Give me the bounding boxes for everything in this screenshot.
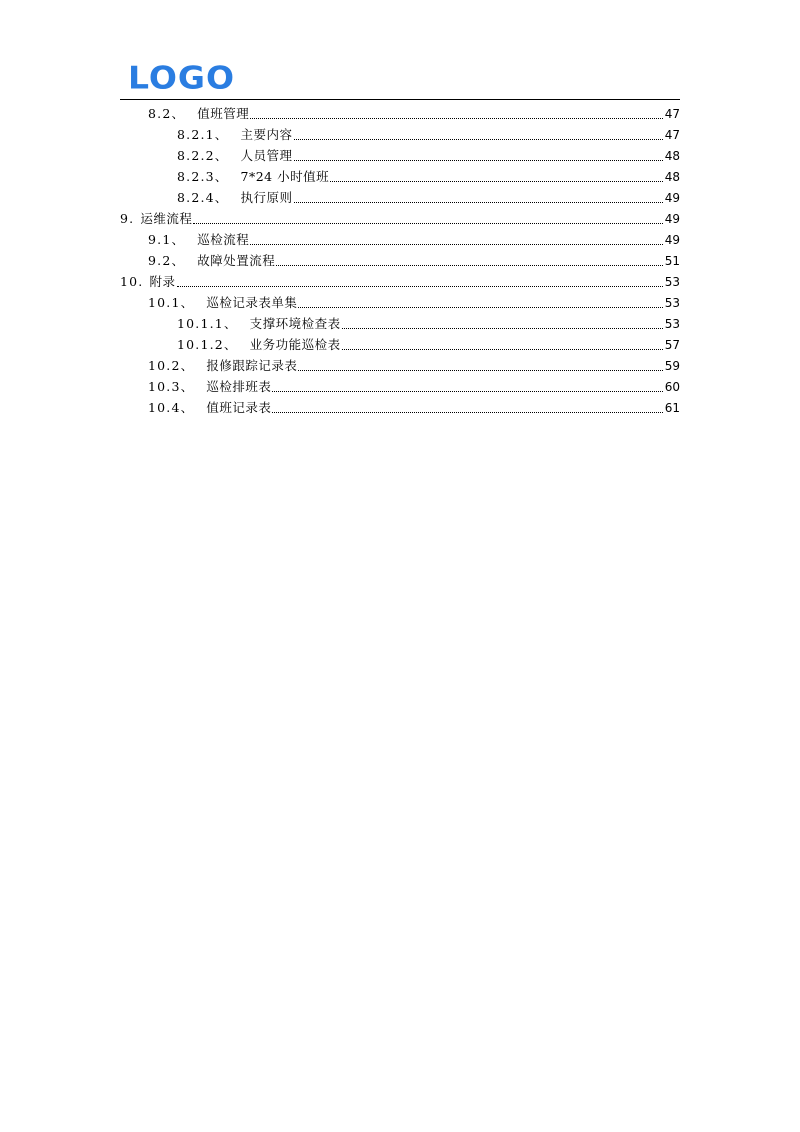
toc-dot-leader (298, 370, 663, 371)
toc-dot-leader (294, 202, 663, 203)
toc-entry-title: 运维流程 (140, 211, 193, 226)
toc-entry-page: 47 (664, 107, 680, 121)
toc-entry[interactable] (177, 122, 680, 143)
toc-dot-leader (177, 286, 664, 287)
toc-dot-leader (276, 265, 663, 266)
toc-entry[interactable] (177, 164, 680, 185)
toc-entry-number: 10.1、 (148, 295, 195, 310)
toc-entry-number: 10.1.1、 (177, 316, 238, 331)
toc-entry-page: 61 (664, 401, 680, 415)
toc-entry-title: 值班管理 (197, 106, 250, 121)
toc-entry-number: 8.2.1、 (177, 127, 229, 142)
toc-entry-page: 47 (664, 128, 680, 142)
toc-entry-title: 主要内容 (240, 127, 293, 142)
toc-entry[interactable] (120, 269, 680, 290)
toc-entry-title: 执行原则 (240, 190, 293, 205)
toc-entry-title: 7*24 小时值班 (240, 169, 330, 184)
toc-entry[interactable] (148, 101, 680, 122)
toc-dot-leader (294, 139, 663, 140)
toc-dot-leader (272, 391, 663, 392)
toc-dot-leader (272, 412, 663, 413)
toc-entry[interactable] (148, 227, 680, 248)
toc-entry-page: 48 (664, 149, 680, 163)
toc-entry[interactable] (148, 374, 680, 395)
toc-entry-title: 巡检流程 (197, 232, 250, 247)
toc-entry-number: 10.2、 (148, 358, 195, 373)
toc-entry-number: 10.3、 (148, 379, 195, 394)
toc-entry-number: 9.1、 (148, 232, 186, 247)
toc-dot-leader (250, 244, 663, 245)
toc-entry-page: 59 (664, 359, 680, 373)
toc-entry-page: 53 (664, 296, 680, 310)
toc-entry-title: 人员管理 (240, 148, 293, 163)
toc-entry-title: 支撑环境检查表 (249, 316, 341, 331)
toc-entry-number: 9. (120, 211, 135, 226)
toc-entry-title: 故障处置流程 (197, 253, 276, 268)
toc-entry-page: 49 (664, 233, 680, 247)
toc-entry-number: 9.2、 (148, 253, 186, 268)
toc-dot-leader (342, 328, 663, 329)
toc-entry-page: 48 (664, 170, 680, 184)
toc-entry[interactable] (177, 143, 680, 164)
toc-dot-leader (294, 160, 663, 161)
toc-entry[interactable] (177, 332, 680, 353)
toc-dot-leader (330, 181, 663, 182)
toc-entry-title: 巡检记录表单集 (206, 295, 298, 310)
toc-entry-number: 10.1.2、 (177, 337, 238, 352)
toc-entry-page: 57 (664, 338, 680, 352)
toc-entry-page: 51 (664, 254, 680, 268)
logo: LOGO (128, 59, 236, 97)
toc-entry-number: 8.2、 (148, 106, 186, 121)
toc-entry-title: 报修跟踪记录表 (206, 358, 298, 373)
toc-entry-number: 10. (120, 274, 144, 289)
toc-dot-leader (193, 223, 663, 224)
toc-entry-number: 8.2.2、 (177, 148, 229, 163)
toc-entry-title: 巡检排班表 (206, 379, 272, 394)
toc-entry-page: 49 (664, 191, 680, 205)
toc-entry[interactable] (148, 395, 680, 416)
toc-entry-page: 49 (664, 212, 680, 226)
toc-entry[interactable] (148, 290, 680, 311)
toc-dot-leader (250, 118, 663, 119)
toc-entry-title: 值班记录表 (206, 400, 272, 415)
toc-entry[interactable] (177, 185, 680, 206)
toc-dot-leader (342, 349, 663, 350)
toc-entry[interactable] (148, 353, 680, 374)
toc-entry[interactable] (148, 248, 680, 269)
toc-entry[interactable] (177, 311, 680, 332)
toc-entry-number: 10.4、 (148, 400, 195, 415)
toc-entry-number: 8.2.3、 (177, 169, 229, 184)
toc-entry-number: 8.2.4、 (177, 190, 229, 205)
toc-entry-title: 附录 (149, 274, 176, 289)
toc-entry-title: 业务功能巡检表 (249, 337, 341, 352)
toc-dot-leader (298, 307, 663, 308)
toc-entry[interactable] (120, 206, 680, 227)
toc-entry-page: 60 (664, 380, 680, 394)
toc-entry-page: 53 (664, 275, 680, 289)
header-divider (120, 99, 680, 100)
toc-entry-page: 53 (664, 317, 680, 331)
